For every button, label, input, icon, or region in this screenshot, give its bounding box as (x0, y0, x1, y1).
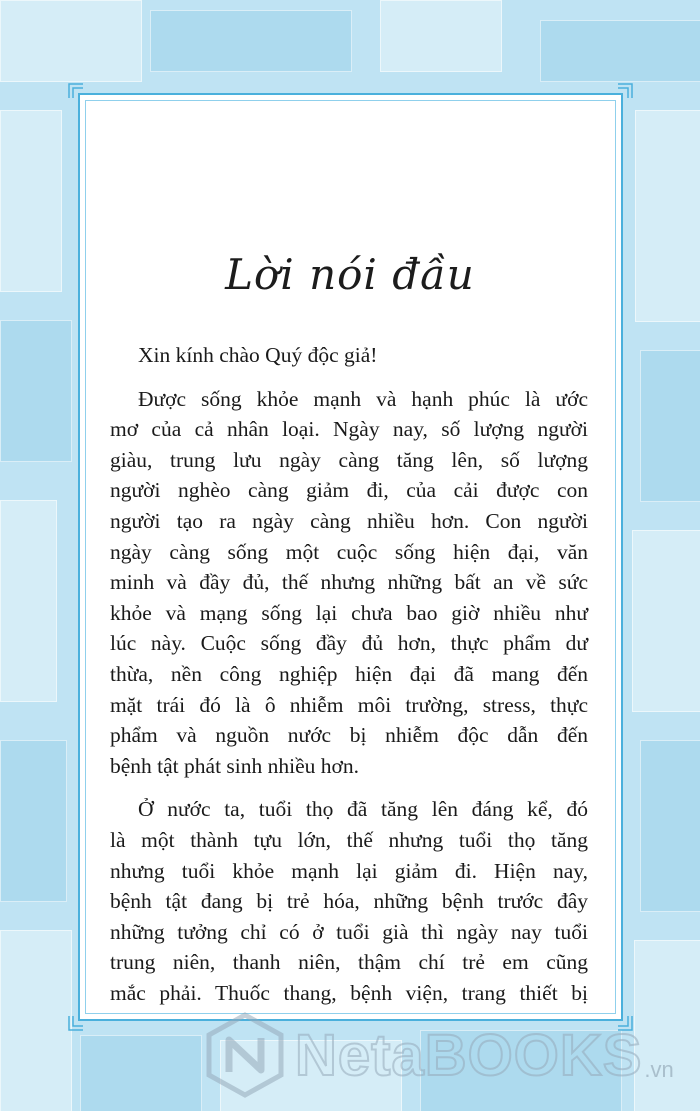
paragraph-line: khỏe và mạng sống lại chưa bao giờ nhiều như (110, 600, 588, 625)
paragraph-line: Được sống khỏe mạnh và hạnh phúc là ước (138, 386, 588, 411)
paragraph-line: lúc này. Cuộc sống đầy đủ hơn, thực phẩm dư (110, 631, 588, 656)
paragraph-line: mơ của cả nhân loại. Ngày nay, số lượng người (110, 417, 588, 442)
paragraph-line: người tạo ra ngày càng nhiều hơn. Con người (110, 508, 588, 533)
corner-ornament-icon (617, 83, 633, 99)
watermark-brand: NetaBOOKS (295, 1022, 643, 1088)
corner-ornament-icon (68, 83, 84, 99)
paragraph-line: là một thành tựu lớn, thế nhưng tuổi thọ tăng (110, 827, 588, 852)
greeting: Xin kính chào Quý độc giả! (138, 343, 378, 367)
paragraph-line: mặt trái đó là ô nhiễm môi trường, stress, thực (110, 692, 588, 717)
paragraph-line: những tưởng chỉ có ở tuổi già thì ngày nay tuổi (110, 919, 588, 944)
paragraph-line: nhưng tuổi khỏe mạnh lại giảm đi. Hiện nay, (110, 858, 588, 883)
publisher-watermark (205, 1010, 695, 1100)
paragraph-line: thừa, nền công nghiệp hiện đại đã mang đến (110, 661, 588, 686)
paragraph-line: giàu, trung lưu ngày càng tăng lên, số lượng (110, 447, 588, 472)
paragraph-1 (110, 384, 588, 782)
corner-ornament-icon (68, 1015, 84, 1031)
paragraph-line: phẩm và nguồn nước bị nhiễm độc dẫn đến (110, 723, 588, 748)
paragraph-line: ngày càng sống một cuộc sống hiện đại, văn (110, 539, 588, 564)
paragraph-2 (110, 794, 588, 1008)
netabooks-logo-icon (205, 1012, 285, 1098)
paragraph-line: bệnh tật phát sinh nhiều hơn. (110, 753, 360, 778)
body-text (110, 340, 588, 1008)
paragraph-line: người nghèo càng giảm đi, của cải được con (110, 478, 588, 503)
paragraph-line: Ở nước ta, tuổi thọ đã tăng lên đáng kể, đó (138, 797, 588, 822)
paragraph-line: mắc phải. Thuốc thang, bệnh viện, trang thiết bị (110, 980, 588, 1005)
watermark-suffix: .vn (644, 1057, 674, 1082)
paragraph-line: bệnh tật đang bị trẻ hóa, những bệnh trước đây (110, 889, 588, 914)
page-title: Lời nói đầu (225, 250, 475, 299)
paragraph-line: trung niên, thanh niên, thậm chí trẻ em cũng (110, 950, 588, 975)
paragraph-line: minh và đầy đủ, thế nhưng những bất an về sức (110, 570, 588, 595)
